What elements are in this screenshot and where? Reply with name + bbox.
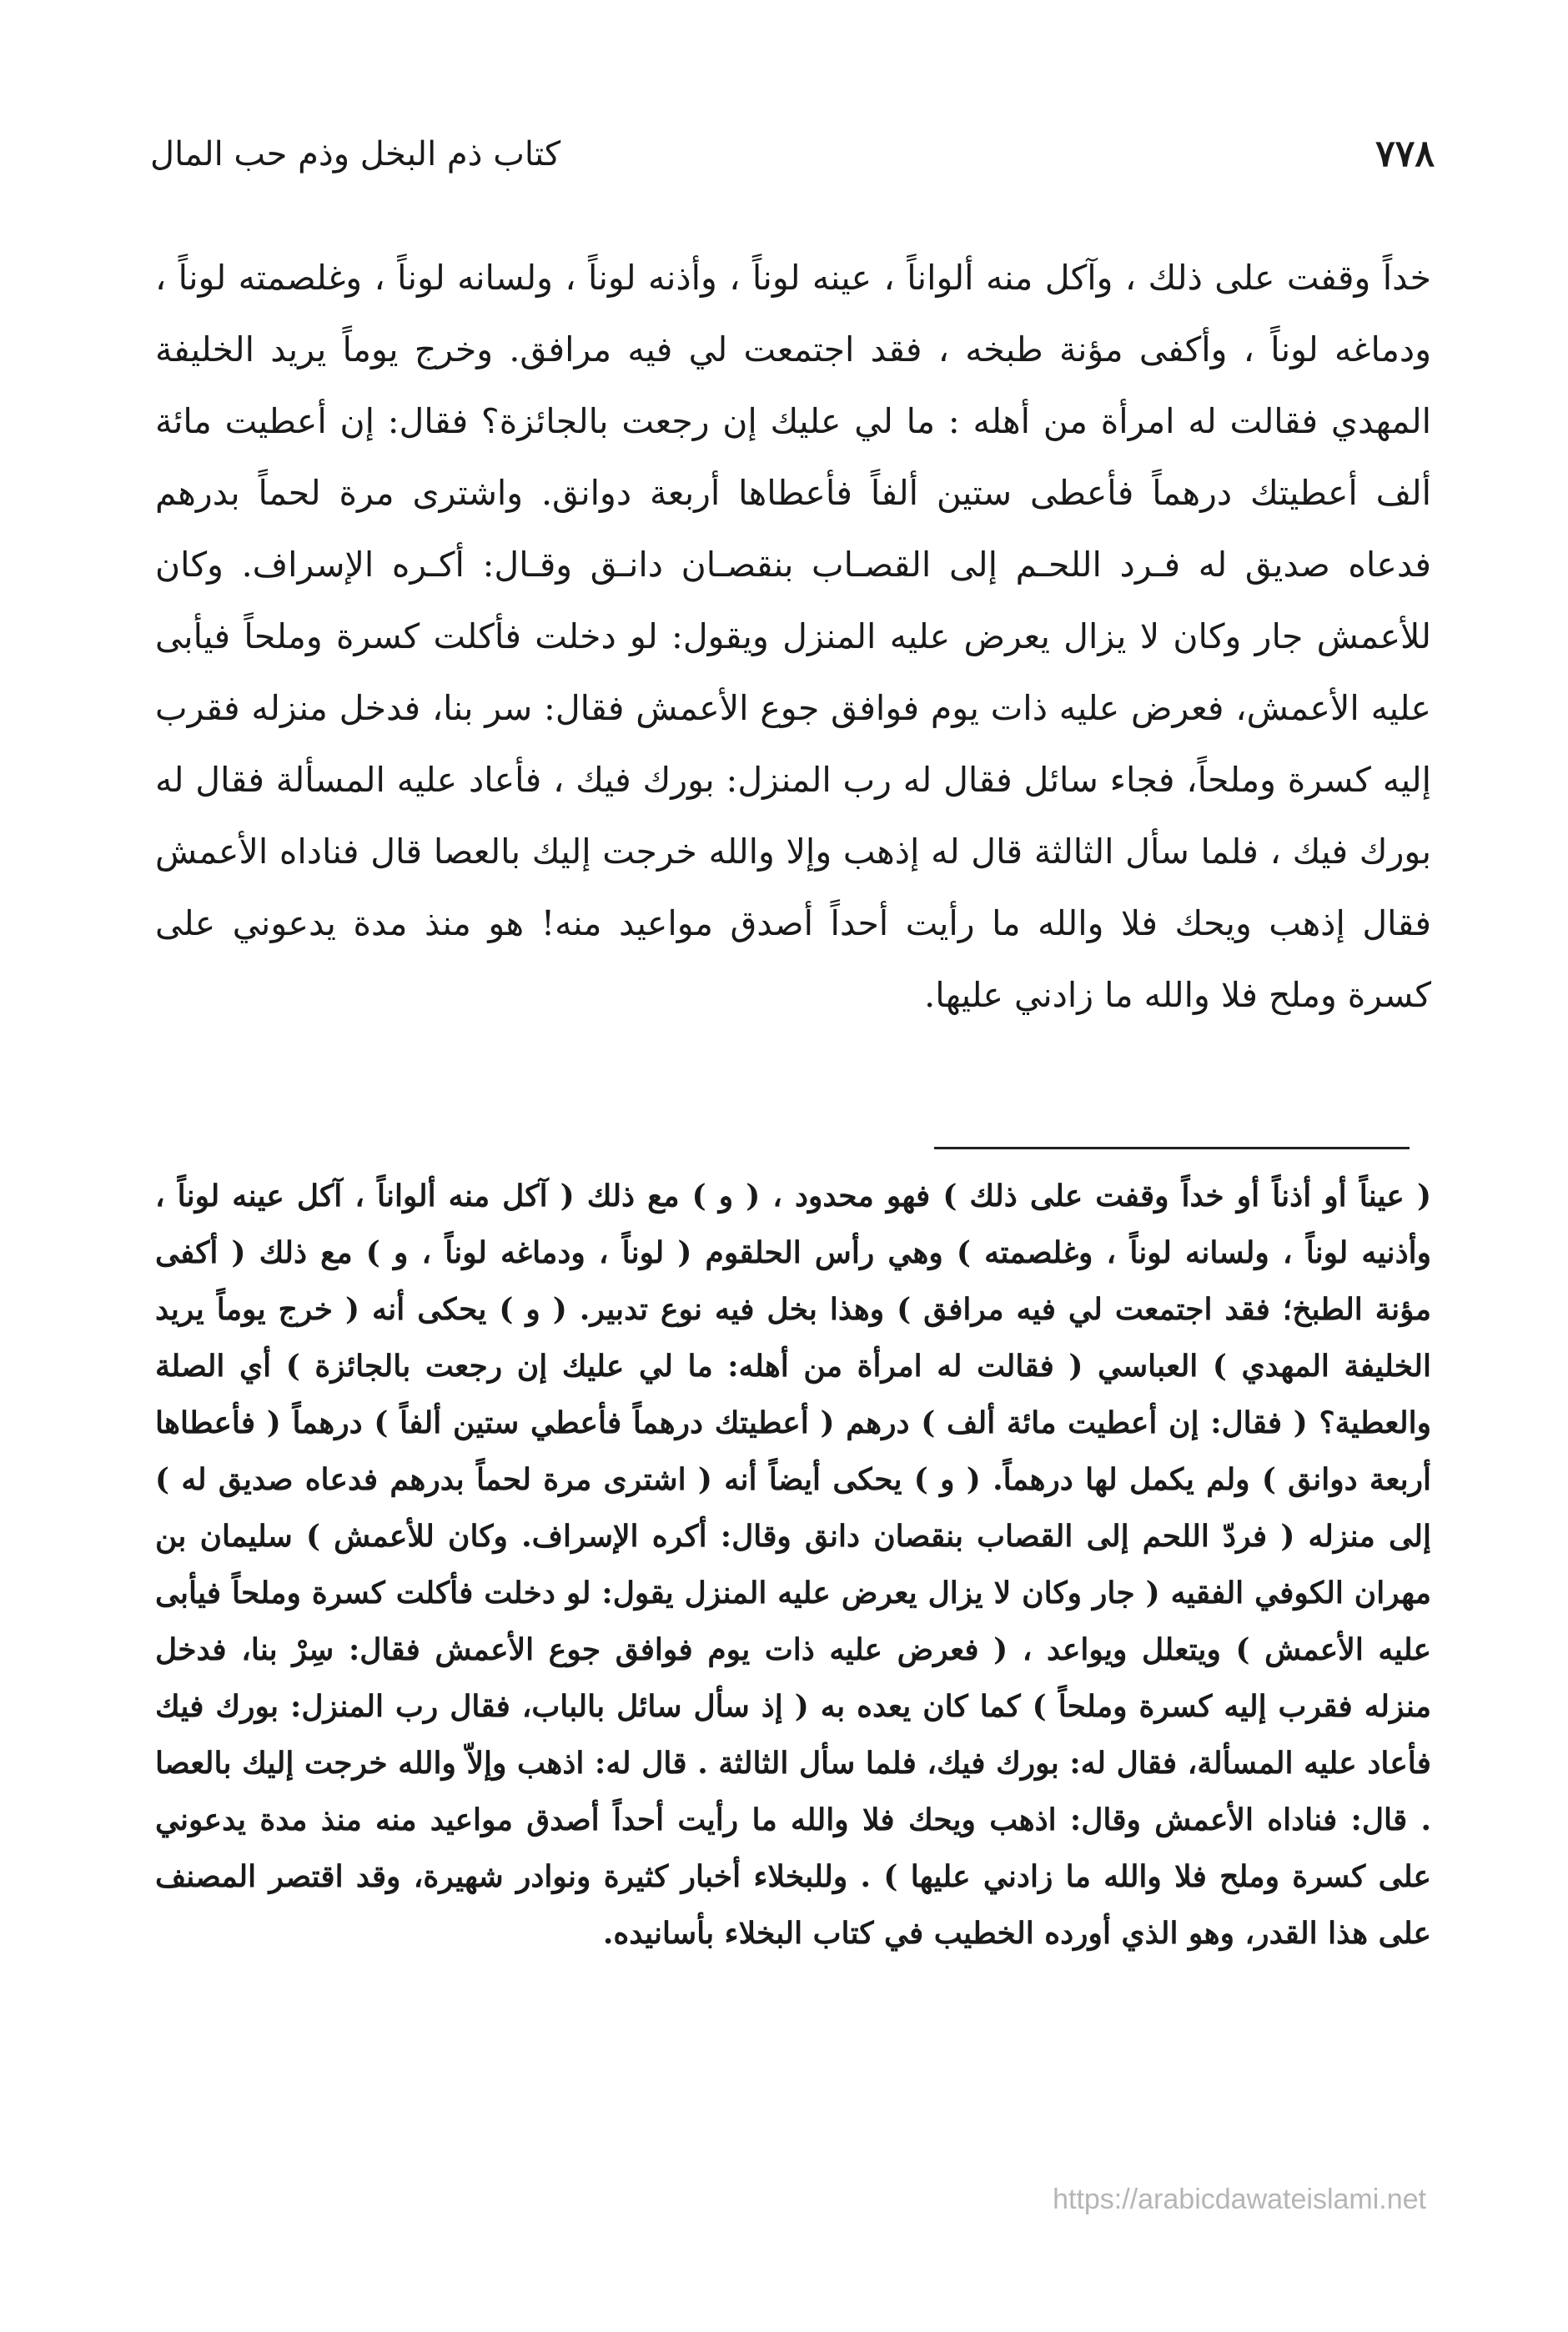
watermark-url: https://arabicdawateislami.net: [1053, 2184, 1426, 2215]
commentary-paragraph: ( عيناً أو أذناً أو خداً وقفت على ذلك ) فهو محدود ، ( و ) مع ذلك ( آكل منه ألواناً ، آكل عينه لوناً ، وأذنيه لوناً ، ولسانه لوناً ، وغلصمته ) وهي رأس الحلقوم ( لوناً ، ودماغه لوناً ، و ) مع ذلك ( أكفى مؤنة الطبخ؛ فقد اجتمعت لي فيه مرافق ) وهذا بخل فيه نوع تدبير. ( و ) يحكى أنه ( خرج يوماً يريد الخليفة المهدي ) العباسي ( فقالت له امرأة من أهله: ما لي عليك إن رجعت بالجائزة ) أي الصلة والعطية؟ ( فقال: إن أعطيت مائة ألف ) درهم ( أعطيتك درهماً فأعطي ستين ألفاً ) درهماً ( فأعطاها أربعة دوانق ) ولم يكمل لها درهماً. ( و ) يحكى أيضاً أنه ( اشترى مرة لحماً بدرهم فدعاه صديق له ) إلى منزله ( فردّ اللحم إلى القصاب بنقصان دانق وقال: أكره الإسراف. وكان للأعمش ) سليمان بن مهران الكوفي الفقيه ( جار وكان لا يزال يعرض عليه المنزل يقول: لو دخلت فأكلت كسرة وملحاً فيأبى عليه الأعمش ) ويتعلل ويواعد ، ( فعرض عليه ذات يوم فوافق جوع الأعمش فقال: سِرْ بنا، فدخل منزله فقرب إليه كسرة وملحاً ) كما كان يعده به ( إذ سأل سائل بالباب، فقال رب المنزل: بورك فيك فأعاد عليه المسألة، فقال له: بورك فيك، فلما سأل الثالثة . قال له: اذهب وإلاّ والله خرجت إليك بالعصا . قال: فناداه الأعمش وقال: اذهب ويحك فلا والله ما رأيت أحداً أصدق مواعيد منه منذ مدة يدعوني على كسرة وملح فلا والله ما زادني عليها ) . وللبخلاء أخبار كثيرة ونوادر شهيرة، وقد اقتصر المصنف على هذا القدر، وهو الذي أورده الخطيب في كتاب البخلاء بأسانيده.: [155, 1179, 1431, 1951]
running-title: كتاب ذم البخل وذم حب المال: [150, 135, 561, 173]
page-header: [150, 125, 1435, 183]
commentary-footnotes: [155, 1168, 1431, 1962]
main-paragraph: خداً وقفت على ذلك ، وآكل منه ألواناً ، عينه لوناً ، وأذنه لوناً ، ولسانه لوناً ، وغلصمته لوناً ، ودماغه لوناً ، وأكفى مؤنة طبخه ، فقد اجتمعت لي فيه مرافق. وخرج يوماً يريد الخليفة المهدي فقالت له امرأة من أهله : ما لي عليك إن رجعت بالجائزة؟ فقال: إن أعطيت مائة ألف أعطيتك درهماً فأعطى ستين ألفاً فأعطاها أربعة دوانق. واشترى مرة لحماً بدرهم فدعاه صديق له فـرد اللحـم إلى القصـاب بنقصـان دانـق وقـال: أكـره الإسراف. وكان للأعمش جار وكان لا يزال يعرض عليه المنزل ويقول: لو دخلت فأكلت كسرة وملحاً فيأبى عليه الأعمش، فعرض عليه ذات يوم فوافق جوع الأعمش فقال: سر بنا، فدخل منزله فقرب إليه كسرة وملحاً، فجاء سائل فقال له رب المنزل: بورك فيك ، فأعاد عليه المسألة فقال له بورك فيك ، فلما سأل الثالثة قال له إذهب وإلا والله خرجت إليك بالعصا قال فناداه الأعمش فقال إذهب ويحك فلا والله ما رأيت أحداً أصدق مواعيد منه! هو منذ مدة يدعوني على كسرة وملح فلا والله ما زادني عليها.: [155, 258, 1431, 1015]
page-number: ٧٧٨: [1375, 133, 1435, 175]
footnote-divider: [934, 1147, 1410, 1149]
main-text: [155, 242, 1431, 1031]
